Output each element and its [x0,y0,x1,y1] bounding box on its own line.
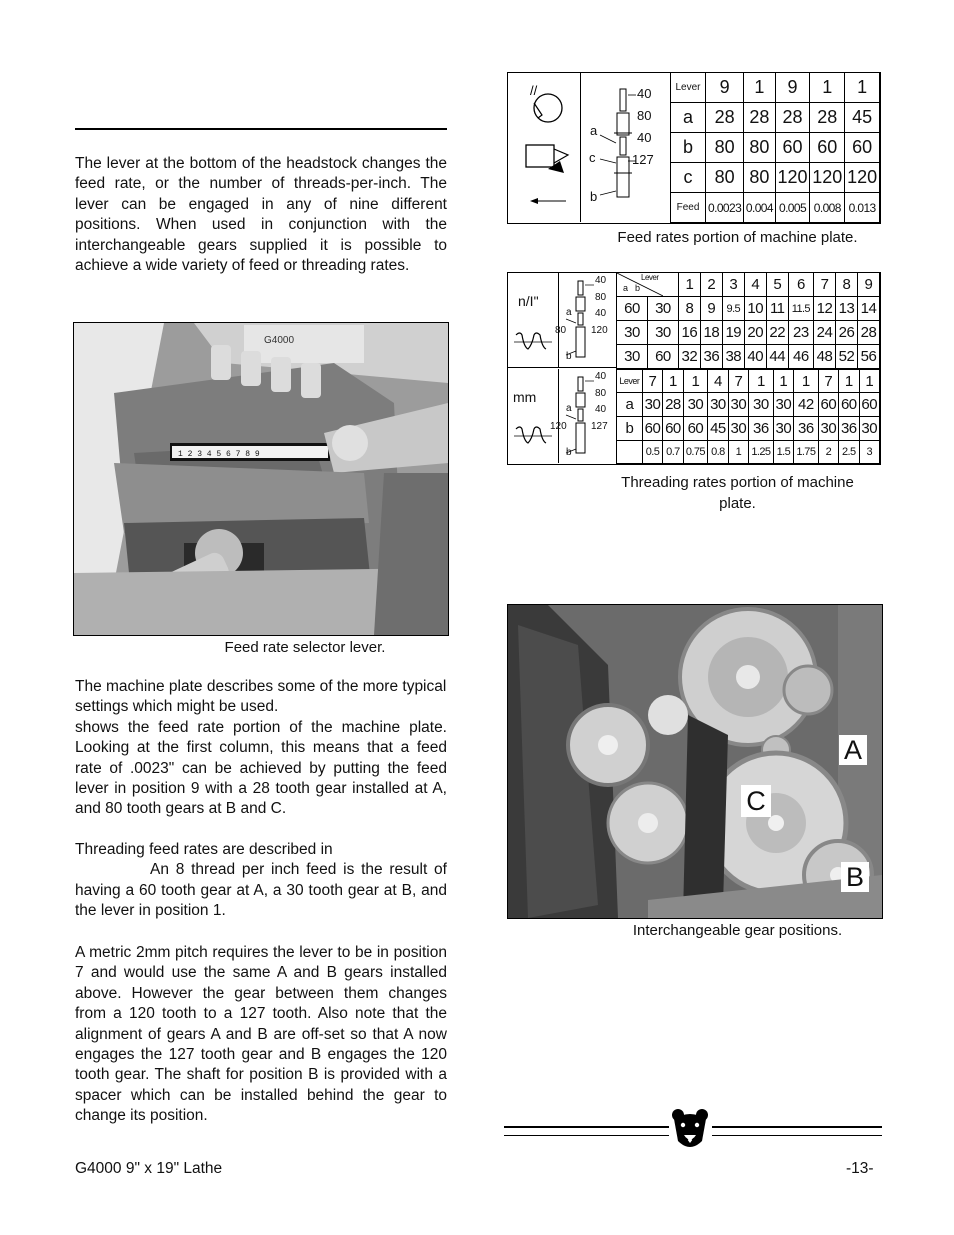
inch-cell: 30 [617,345,648,369]
feed-rate-value: 0.0023 [706,193,744,223]
mm-lever-value: 1 [773,370,793,393]
inch-gear-diagram-cell [555,273,617,368]
feed-symbol-cell [508,73,581,222]
mm-b-value: 45 [708,417,728,441]
header-lever-label: Lever [641,273,659,282]
mm-pitch-value: 2 [818,441,838,464]
gear-position-b-label: B [841,862,869,892]
feed-rate-value: 0.004 [744,193,775,223]
feed-gear-40b: 40 [637,130,652,145]
feed-a-row [671,103,880,133]
mm-gear-40b: 40 [595,404,607,415]
inch-cell: 30 [647,321,678,345]
inch-lever-row [617,273,880,297]
mm-gear-120-side: 120 [550,421,567,432]
feed-b-label: b [671,133,706,163]
feed-c-value: 80 [706,163,744,193]
inch-cell: 32 [678,345,700,369]
inch-lever-header [617,273,679,297]
feed-c-label: c [671,163,706,193]
inch-cell: 56 [857,345,879,369]
mm-pitch-value: 1.25 [749,441,774,464]
metric-paragraph [75,943,447,1127]
threading-line1: Threading feed rates are described in [75,841,333,858]
mm-gear-b: b [566,447,572,458]
mm-lever-value: 7 [642,370,662,393]
inch-cell: 11.5 [788,297,813,321]
inch-unit-label: n/I" [518,293,539,309]
mm-b-value: 30 [818,417,838,441]
feed-gear-127: 127 [632,152,654,167]
inch-cell: 12 [814,297,836,321]
plate-description-line1: The machine plate describes some of the more typical settings which might be used. [75,678,447,716]
feed-lever-caption: Feed rate selector lever. [224,639,386,656]
feed-c-row [671,163,880,193]
feed-lever-photo [73,322,449,636]
mm-pitch-row [617,441,880,464]
footer-rule-right-top [712,1126,882,1128]
mm-a-value: 60 [839,393,859,417]
feed-rate-value: 0.008 [810,193,845,223]
mm-gear-diagram-cell [550,369,617,463]
inch-cell: 24 [814,321,836,345]
feed-rate-value: 0.013 [845,193,880,223]
mm-b-value: 36 [749,417,774,441]
mm-pitch-spacer [617,441,643,464]
thread-coil-icon [514,331,552,353]
gear-position-c-label: C [741,785,771,817]
mm-lever-value: 1 [859,370,879,393]
feed-b-value: 80 [706,133,744,163]
footer-rule-right-bottom [712,1135,882,1136]
inch-cell: 9 [700,297,722,321]
thread-caption-line1: Threading rates portion of machine [621,474,854,491]
mm-a-value: 60 [818,393,838,417]
inch-gear-40b: 40 [595,308,607,319]
inch-cell: 23 [788,321,813,345]
mm-pitch-value: 3 [859,441,879,464]
plate-description-paragraph [75,677,447,820]
feed-c-value: 120 [775,163,810,193]
mm-pitch-value: 1.75 [794,441,819,464]
mm-a-value: 30 [642,393,662,417]
mm-a-value: 60 [859,393,879,417]
section-rule [75,128,447,130]
inch-cell: 36 [700,345,722,369]
threading-plate [507,272,881,465]
bear-logo-icon [670,1107,710,1153]
mm-lever-label: Lever [617,370,643,393]
inch-row [617,345,880,369]
mm-b-value: 30 [728,417,748,441]
metric-text: A metric 2mm pitch requires the lever to be in position 7 and would use the same A and B gears installed above. However the gear between them changes from a 120 tooth to a 127 tooth. Also note that the alignment of gears A and B are off-set so that A now engages the 127 tooth gear and B engages the 120 tooth gear. The shaft for position B is provided with a spacer which can be installed behind the gear to change its position. [75,944,447,1125]
feed-c-value: 120 [845,163,880,193]
inch-cell: 44 [766,345,788,369]
feed-a-value: 45 [845,103,880,133]
feed-gear-80: 80 [637,108,652,123]
mm-unit-label: mm [513,389,537,405]
inch-cell: 28 [857,321,879,345]
thread-coil-icon [514,425,552,447]
feed-b-row [671,133,880,163]
mm-a-value: 30 [749,393,774,417]
inch-cell: 30 [617,321,648,345]
feed-gear-b: b [590,189,598,204]
mm-thread-table [616,369,880,464]
inch-row [617,321,880,345]
feed-c-value: 120 [810,163,845,193]
inch-cell: 22 [766,321,788,345]
footer-rule-left-bottom [504,1135,669,1136]
feed-lever-row [671,73,880,103]
mm-lever-value: 7 [818,370,838,393]
mm-pitch-value: 1.5 [773,441,793,464]
inch-thread-table [616,272,880,369]
inch-gear-120: 120 [591,325,608,336]
header-b-label: b [635,283,640,293]
mm-a-value: 30 [683,393,708,417]
mm-b-row [617,417,880,441]
inch-cell: 9.5 [722,297,744,321]
mm-b-value: 60 [683,417,708,441]
plate-description-line2: shows the feed rate portion of the machine plate. Looking at the first column, this means that a feed rate of .0023" can be achieved by putting the feed lever in position 9 with a 28 tooth gear installed at A, and 80 tooth gears at B and C. [75,718,447,818]
feed-a-value: 28 [744,103,775,133]
thread-caption-line2: plate. [719,495,756,512]
feed-gear-a: a [590,123,598,138]
gear-positions-caption: Interchangeable gear positions. [632,922,843,939]
mm-gear-40a: 40 [595,371,607,382]
inch-gear-80: 80 [595,292,607,303]
inch-cell: 16 [678,321,700,345]
gear-train-illustration [508,605,882,918]
feed-b-value: 60 [810,133,845,163]
feed-lever-label: Lever [671,73,706,103]
feed-gear-c: c [589,150,596,165]
mm-lever-value: 4 [708,370,728,393]
machine-plate-label: G4000 [264,335,295,346]
mm-a-value: 30 [773,393,793,417]
intro-text: The lever at the bottom of the headstock changes the feed rate, or the number of threads-per-inch. The lever can be engaged in any of nine different positions. When used in conjunction with the interchangeable gears supplied it is possible to achieve a wide variety of feed or threading rates. [75,155,447,275]
header-a-label: a [623,283,628,293]
mm-pitch-value: 0.7 [663,441,683,464]
inch-cell: 10 [744,297,766,321]
inch-cell: 60 [647,345,678,369]
feed-rate-table [670,72,880,223]
feed-a-label: a [671,103,706,133]
lever-position: 5 [766,273,788,297]
mm-lever-value: 1 [663,370,683,393]
thread-plate-caption [590,472,885,514]
lever-position: 3 [722,273,744,297]
lever-position: 8 [835,273,857,297]
mm-symbol-cell [508,369,559,463]
feed-lever-value: 9 [775,73,810,103]
feed-plate-caption: Feed rates portion of machine plate. [617,229,858,246]
inch-cell: 13 [835,297,857,321]
inch-cell: 11 [766,297,788,321]
threading-paragraph [75,840,447,922]
mm-a-value: 42 [794,393,819,417]
mm-b-value: 30 [859,417,879,441]
inch-cell: 26 [835,321,857,345]
inch-symbol-cell [508,273,559,368]
feed-rate-label: Feed [671,193,706,223]
mm-b-value: 60 [663,417,683,441]
footer-rule-left-top [504,1126,669,1128]
feed-gear-diagram-cell [580,73,671,222]
inch-cell: 18 [700,321,722,345]
mm-gear-80: 80 [595,388,607,399]
inch-gear-40a: 40 [595,275,607,286]
inch-cell: 19 [722,321,744,345]
feed-b-value: 80 [744,133,775,163]
inch-cell: 52 [835,345,857,369]
svg-text://: // [530,83,538,98]
feed-lever-value: 9 [706,73,744,103]
mm-pitch-value: 0.8 [708,441,728,464]
feed-b-value: 60 [775,133,810,163]
inch-gear-80-side: 80 [555,325,567,336]
feed-a-value: 28 [775,103,810,133]
feed-lever-illustration [74,323,448,635]
feed-rate-value: 0.005 [775,193,810,223]
feed-b-value: 60 [845,133,880,163]
mm-pitch-value: 0.5 [642,441,662,464]
mm-a-value: 30 [708,393,728,417]
lever-position: 7 [814,273,836,297]
gear-positions-photo [507,604,883,919]
feed-lever-value: 1 [810,73,845,103]
mm-gear-127: 127 [591,421,608,432]
intro-paragraph [75,154,447,276]
inch-cell: 46 [788,345,813,369]
inch-cell: 14 [857,297,879,321]
feed-rate-plate [507,72,881,224]
mm-pitch-value: 2.5 [839,441,859,464]
mm-pitch-value: 0.75 [683,441,708,464]
feed-c-value: 80 [744,163,775,193]
lever-position: 6 [788,273,813,297]
lever-position: 9 [857,273,879,297]
feed-gear-40a: 40 [637,86,652,101]
lever-position: 4 [744,273,766,297]
footer-model: G4000 9" x 19" Lathe [75,1160,223,1177]
inch-cell: 8 [678,297,700,321]
feed-symbol-icon [508,73,580,222]
mm-lever-value: 1 [683,370,708,393]
feed-a-value: 28 [810,103,845,133]
inch-cell: 30 [647,297,678,321]
inch-gear-b: b [566,351,572,362]
mm-lever-row [617,370,880,393]
footer-page-number: -13- [846,1160,874,1177]
feed-rate-row [671,193,880,223]
inch-row [617,297,880,321]
mm-a-label: a [617,393,643,417]
inch-cell: 40 [744,345,766,369]
mm-lever-value: 1 [749,370,774,393]
gear-position-a-label: A [839,735,867,765]
mm-lever-value: 7 [728,370,748,393]
mm-b-value: 30 [773,417,793,441]
feed-a-value: 28 [706,103,744,133]
lever-position: 1 [678,273,700,297]
inch-cell: 38 [722,345,744,369]
inch-gear-a: a [566,307,572,318]
mm-b-value: 36 [839,417,859,441]
mm-lever-value: 1 [839,370,859,393]
lever-position: 2 [700,273,722,297]
mm-b-value: 60 [642,417,662,441]
mm-lever-value: 1 [794,370,819,393]
mm-a-value: 28 [663,393,683,417]
mm-b-value: 36 [794,417,819,441]
mm-b-label: b [617,417,643,441]
inch-cell: 60 [617,297,648,321]
inch-cell: 48 [814,345,836,369]
feed-lever-value: 1 [845,73,880,103]
threading-line2: An 8 thread per inch feed is the result of having a 60 tooth gear at A, a 30 tooth gear at B, and the lever in position 1. [75,861,447,920]
feed-lever-value: 1 [744,73,775,103]
mm-pitch-value: 1 [728,441,748,464]
dial-numbers: 1 2 3 4 5 6 7 8 9 [178,450,260,459]
inch-cell: 20 [744,321,766,345]
mm-a-value: 30 [728,393,748,417]
mm-a-row [617,393,880,417]
mm-gear-a: a [566,403,572,414]
